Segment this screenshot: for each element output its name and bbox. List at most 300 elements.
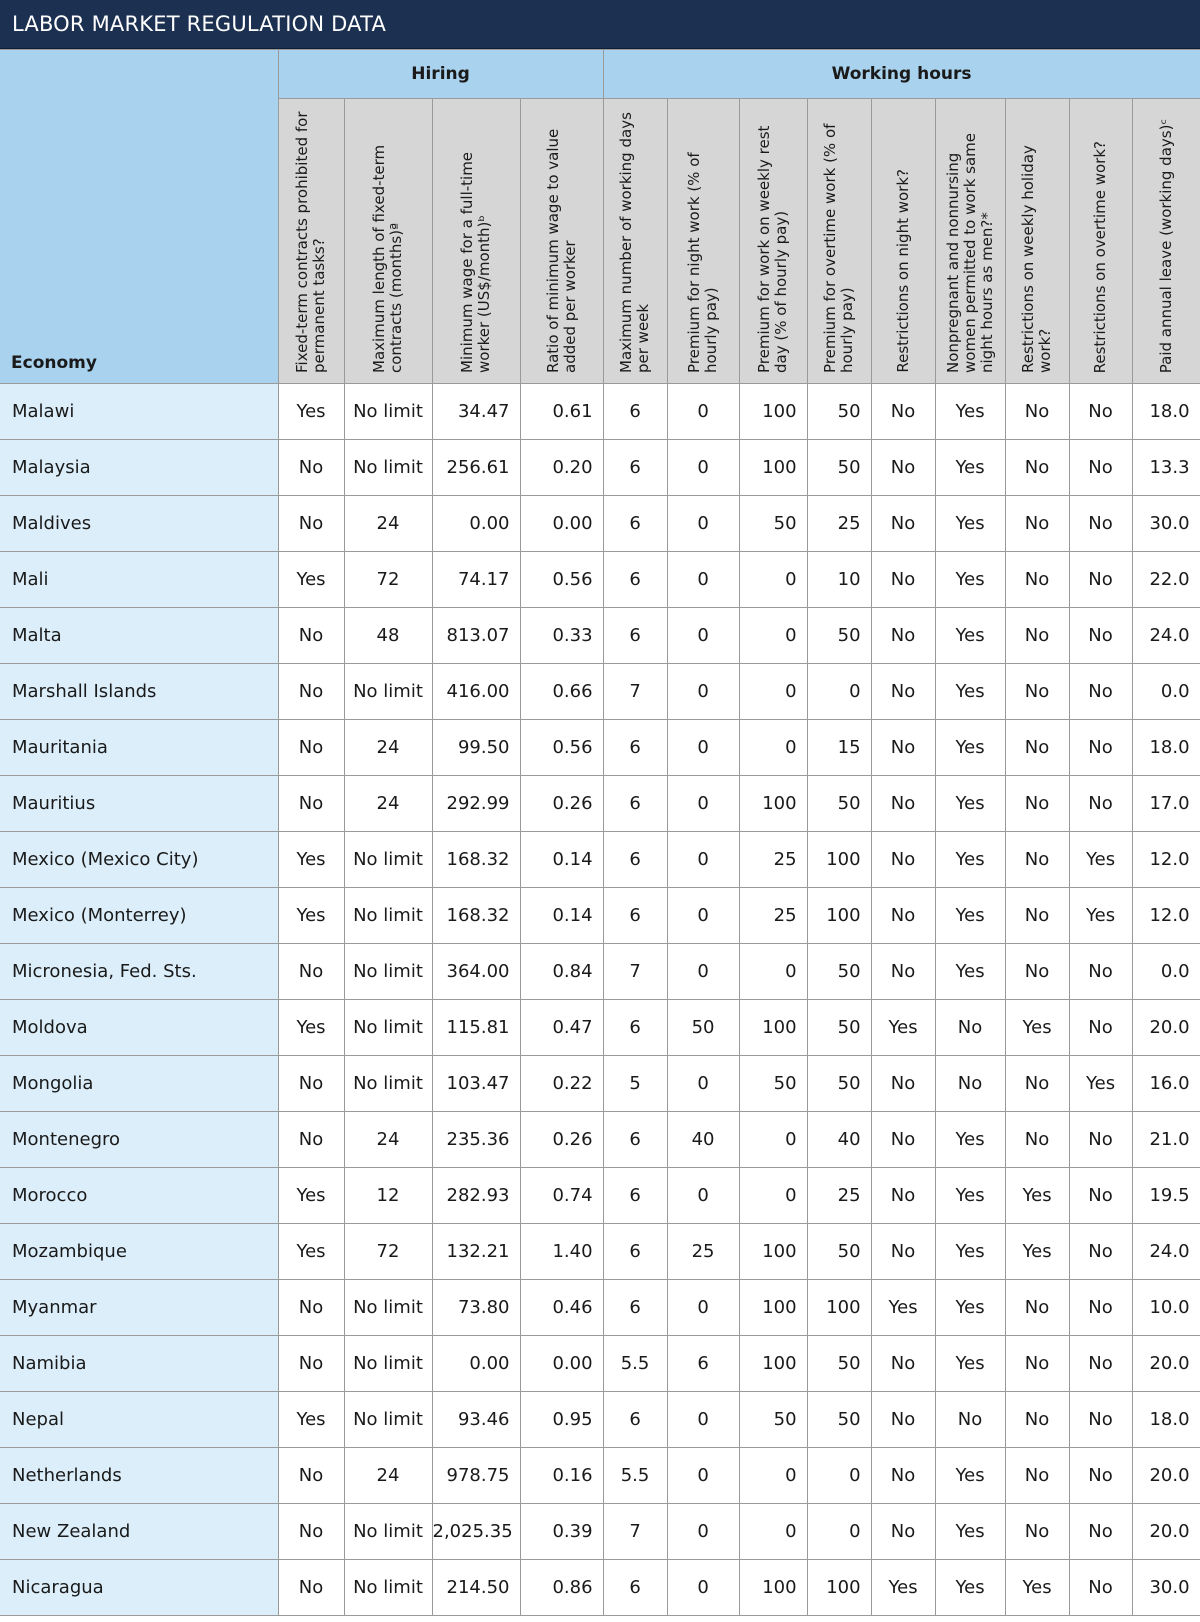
data-cell: 5.5 <box>603 1448 667 1504</box>
table-row <box>0 384 1200 440</box>
data-cell: 0 <box>667 720 739 776</box>
data-cell: 21.0 <box>1132 1112 1200 1168</box>
data-cell: 168.32 <box>432 888 520 944</box>
data-cell: No limit <box>344 832 432 888</box>
data-cell: No <box>278 1280 344 1336</box>
data-cell: 0.0 <box>1132 944 1200 1000</box>
data-cell: No <box>1005 664 1069 720</box>
data-cell: No <box>935 1000 1005 1056</box>
data-cell: 235.36 <box>432 1112 520 1168</box>
data-cell: 0 <box>667 1392 739 1448</box>
data-cell: No <box>1069 776 1132 832</box>
data-cell: No <box>1069 1112 1132 1168</box>
data-cell: 100 <box>739 1560 807 1616</box>
column-header <box>871 99 935 384</box>
data-cell: Yes <box>1005 1224 1069 1280</box>
data-cell: Yes <box>935 1560 1005 1616</box>
column-header-label: Premium for work on weekly rest day (% of hourly pay) <box>755 125 791 373</box>
data-cell: No <box>1069 440 1132 496</box>
data-cell: 30.0 <box>1132 1560 1200 1616</box>
data-cell: 6 <box>603 608 667 664</box>
data-cell: 100 <box>807 832 871 888</box>
data-cell: 0 <box>667 1056 739 1112</box>
column-header <box>1005 99 1069 384</box>
column-header <box>739 99 807 384</box>
data-cell: No <box>871 1448 935 1504</box>
data-cell: No <box>1005 1280 1069 1336</box>
economy-cell: Namibia <box>0 1336 278 1392</box>
data-cell: 72 <box>344 1224 432 1280</box>
data-cell: No <box>278 440 344 496</box>
data-cell: No <box>278 1448 344 1504</box>
data-cell: 20.0 <box>1132 1000 1200 1056</box>
group-header-working-hours: Working hours <box>603 50 1200 99</box>
data-cell: No <box>1069 384 1132 440</box>
data-cell: 10 <box>807 552 871 608</box>
data-cell: No <box>1069 1560 1132 1616</box>
column-header-label: Minimum wage for a full-time worker (US$/month)ᵇ <box>458 151 493 373</box>
data-cell: 6 <box>603 1392 667 1448</box>
economy-cell: Montenegro <box>0 1112 278 1168</box>
data-cell: 0.00 <box>432 496 520 552</box>
table-row <box>0 1280 1200 1336</box>
data-cell: 6 <box>603 1112 667 1168</box>
table-row <box>0 1056 1200 1112</box>
data-cell: 0.26 <box>520 776 603 832</box>
data-cell: Yes <box>278 1224 344 1280</box>
data-cell: No <box>278 944 344 1000</box>
table-row <box>0 1336 1200 1392</box>
data-cell: 0 <box>667 496 739 552</box>
economy-cell: New Zealand <box>0 1504 278 1560</box>
data-cell: 168.32 <box>432 832 520 888</box>
table-row <box>0 1224 1200 1280</box>
data-cell: 100 <box>739 776 807 832</box>
data-cell: No <box>1005 384 1069 440</box>
data-cell: 0.47 <box>520 1000 603 1056</box>
data-cell: 100 <box>739 440 807 496</box>
table-row <box>0 552 1200 608</box>
data-cell: 12 <box>344 1168 432 1224</box>
economy-cell: Mozambique <box>0 1224 278 1280</box>
data-cell: 6 <box>603 384 667 440</box>
table-row <box>0 496 1200 552</box>
data-cell: Yes <box>935 776 1005 832</box>
data-cell: Yes <box>935 1112 1005 1168</box>
economy-cell: Myanmar <box>0 1280 278 1336</box>
column-header <box>667 99 739 384</box>
economy-cell: Malaysia <box>0 440 278 496</box>
data-cell: 0.14 <box>520 888 603 944</box>
data-cell: 0.39 <box>520 1504 603 1560</box>
data-cell: No <box>871 664 935 720</box>
economy-cell: Nepal <box>0 1392 278 1448</box>
data-cell: No <box>1005 1504 1069 1560</box>
data-cell: 256.61 <box>432 440 520 496</box>
data-cell: No <box>871 1392 935 1448</box>
data-cell: 6 <box>603 552 667 608</box>
data-cell: No <box>1005 832 1069 888</box>
data-cell: 50 <box>807 1000 871 1056</box>
table-row <box>0 608 1200 664</box>
data-cell: 17.0 <box>1132 776 1200 832</box>
data-cell: 0.20 <box>520 440 603 496</box>
data-cell: 0.61 <box>520 384 603 440</box>
column-header <box>807 99 871 384</box>
data-cell: No limit <box>344 1336 432 1392</box>
data-cell: 5.5 <box>603 1336 667 1392</box>
data-cell: 0.00 <box>520 1336 603 1392</box>
data-cell: Yes <box>278 1392 344 1448</box>
data-cell: 0.00 <box>520 496 603 552</box>
economy-cell: Moldova <box>0 1000 278 1056</box>
column-header <box>278 99 344 384</box>
data-cell: No limit <box>344 1056 432 1112</box>
data-cell: No <box>278 1112 344 1168</box>
table-row <box>0 1112 1200 1168</box>
table-row <box>0 888 1200 944</box>
data-cell: 50 <box>807 608 871 664</box>
data-cell: No limit <box>344 1280 432 1336</box>
data-cell: Yes <box>935 720 1005 776</box>
column-header-label: Paid annual leave (working days)ᶜ <box>1156 118 1175 373</box>
page-title: LABOR MARKET REGULATION DATA <box>0 0 1200 49</box>
data-cell: No limit <box>344 944 432 1000</box>
data-cell: 0 <box>667 776 739 832</box>
data-cell: Yes <box>935 1224 1005 1280</box>
data-cell: 0 <box>667 1448 739 1504</box>
data-cell: 100 <box>739 1000 807 1056</box>
data-cell: 6 <box>603 1224 667 1280</box>
data-cell: No <box>1069 720 1132 776</box>
data-cell: No <box>278 664 344 720</box>
column-header-label: Fixed-term contracts prohibited for permanent tasks? <box>293 111 328 373</box>
data-cell: 50 <box>807 384 871 440</box>
data-cell: 0.16 <box>520 1448 603 1504</box>
data-cell: 6 <box>603 832 667 888</box>
data-cell: No <box>935 1056 1005 1112</box>
data-cell: 100 <box>807 888 871 944</box>
data-cell: 0 <box>667 664 739 720</box>
data-cell: 0 <box>667 1504 739 1560</box>
data-cell: 16.0 <box>1132 1056 1200 1112</box>
data-cell: 0 <box>667 888 739 944</box>
data-cell: 0.56 <box>520 720 603 776</box>
data-cell: 6 <box>603 1560 667 1616</box>
data-cell: Yes <box>935 608 1005 664</box>
data-cell: No <box>1005 1056 1069 1112</box>
data-cell: 0 <box>739 944 807 1000</box>
data-cell: No <box>871 720 935 776</box>
data-cell: No <box>1005 496 1069 552</box>
data-cell: No <box>871 1336 935 1392</box>
data-cell: 0 <box>739 552 807 608</box>
column-header-label: Ratio of minimum wage to value added per worker <box>543 128 579 373</box>
column-header <box>432 99 520 384</box>
economy-cell: Marshall Islands <box>0 664 278 720</box>
economy-cell: Mali <box>0 552 278 608</box>
data-cell: No <box>1005 720 1069 776</box>
data-cell: No <box>1005 1392 1069 1448</box>
data-cell: No <box>278 496 344 552</box>
table-row <box>0 1000 1200 1056</box>
data-cell: 6 <box>603 1168 667 1224</box>
data-cell: No <box>871 552 935 608</box>
data-cell: 0.26 <box>520 1112 603 1168</box>
data-cell: No <box>1069 496 1132 552</box>
data-cell: 6 <box>603 1000 667 1056</box>
data-cell: 0 <box>739 1448 807 1504</box>
data-cell: 50 <box>807 1056 871 1112</box>
data-cell: 100 <box>807 1560 871 1616</box>
column-header-label: Restrictions on night work? <box>893 169 912 373</box>
data-cell: 0 <box>807 664 871 720</box>
economy-cell: Micronesia, Fed. Sts. <box>0 944 278 1000</box>
data-cell: No limit <box>344 440 432 496</box>
column-header <box>520 99 603 384</box>
data-cell: 15 <box>807 720 871 776</box>
data-cell: 6 <box>603 776 667 832</box>
economy-cell: Mexico (Monterrey) <box>0 888 278 944</box>
data-cell: No <box>278 1504 344 1560</box>
data-cell: No <box>871 1224 935 1280</box>
data-cell: 50 <box>807 776 871 832</box>
data-cell: No <box>871 496 935 552</box>
data-cell: 100 <box>739 1336 807 1392</box>
economy-cell: Netherlands <box>0 1448 278 1504</box>
column-header-label: Maximum length of fixed-term contracts (months)ª <box>370 144 405 373</box>
data-cell: 0 <box>667 832 739 888</box>
column-header-label: Premium for night work (% of hourly pay) <box>685 152 721 373</box>
data-cell: No <box>1005 1448 1069 1504</box>
data-cell: No <box>871 1112 935 1168</box>
data-cell: 22.0 <box>1132 552 1200 608</box>
table-row <box>0 832 1200 888</box>
data-cell: No <box>871 944 935 1000</box>
data-cell: No <box>871 1504 935 1560</box>
data-cell: 7 <box>603 944 667 1000</box>
data-cell: 0 <box>667 944 739 1000</box>
economy-cell: Malawi <box>0 384 278 440</box>
data-cell: No <box>871 608 935 664</box>
economy-cell: Maldives <box>0 496 278 552</box>
column-header-label: Maximum number of working days per week <box>617 112 653 373</box>
table-row <box>0 1448 1200 1504</box>
data-cell: 6 <box>603 496 667 552</box>
data-cell: 6 <box>603 440 667 496</box>
data-cell: No <box>1005 552 1069 608</box>
economy-cell: Mexico (Mexico City) <box>0 832 278 888</box>
data-cell: 0 <box>667 608 739 664</box>
data-cell: No <box>1069 1000 1132 1056</box>
data-cell: No <box>871 1168 935 1224</box>
data-cell: 0 <box>739 1504 807 1560</box>
table-row <box>0 1392 1200 1448</box>
data-cell: 364.00 <box>432 944 520 1000</box>
data-cell: No <box>871 1056 935 1112</box>
column-header-label: Restrictions on weekly holiday work? <box>1019 145 1055 373</box>
data-cell: Yes <box>278 888 344 944</box>
data-cell: Yes <box>935 1280 1005 1336</box>
data-cell: 18.0 <box>1132 720 1200 776</box>
column-header <box>344 99 432 384</box>
data-cell: 20.0 <box>1132 1336 1200 1392</box>
data-cell: Yes <box>935 1336 1005 1392</box>
data-cell: 50 <box>807 1336 871 1392</box>
data-cell: 10.0 <box>1132 1280 1200 1336</box>
data-cell: No limit <box>344 384 432 440</box>
data-cell: No <box>1069 1224 1132 1280</box>
data-cell: No <box>278 720 344 776</box>
data-cell: No <box>1069 1168 1132 1224</box>
data-cell: 0.22 <box>520 1056 603 1112</box>
data-cell: 50 <box>739 1392 807 1448</box>
data-cell: 6 <box>603 888 667 944</box>
data-cell: Yes <box>1069 888 1132 944</box>
data-cell: No limit <box>344 1560 432 1616</box>
data-cell: Yes <box>935 384 1005 440</box>
data-cell: 5 <box>603 1056 667 1112</box>
data-cell: 48 <box>344 608 432 664</box>
data-cell: 0 <box>739 1112 807 1168</box>
data-cell: No limit <box>344 1504 432 1560</box>
data-cell: Yes <box>935 888 1005 944</box>
economy-cell: Mauritius <box>0 776 278 832</box>
data-cell: Yes <box>871 1000 935 1056</box>
data-cell: 20.0 <box>1132 1504 1200 1560</box>
data-cell: 50 <box>807 944 871 1000</box>
data-cell: Yes <box>935 440 1005 496</box>
data-cell: 100 <box>807 1280 871 1336</box>
data-cell: No <box>1005 944 1069 1000</box>
data-cell: 24 <box>344 496 432 552</box>
data-cell: No <box>871 440 935 496</box>
column-header-label: Restrictions on overtime work? <box>1091 140 1110 373</box>
data-cell: No <box>1005 776 1069 832</box>
data-cell: Yes <box>278 384 344 440</box>
data-cell: No limit <box>344 888 432 944</box>
table-row <box>0 1504 1200 1560</box>
data-cell: 292.99 <box>432 776 520 832</box>
economy-cell: Malta <box>0 608 278 664</box>
data-cell: 0.56 <box>520 552 603 608</box>
table-row <box>0 1560 1200 1616</box>
data-cell: 0 <box>667 384 739 440</box>
data-cell: 25 <box>739 888 807 944</box>
data-cell: 24 <box>344 1448 432 1504</box>
data-cell: 50 <box>807 1224 871 1280</box>
economy-cell: Mauritania <box>0 720 278 776</box>
data-cell: 115.81 <box>432 1000 520 1056</box>
data-cell: No limit <box>344 1000 432 1056</box>
data-cell: 73.80 <box>432 1280 520 1336</box>
data-cell: Yes <box>278 832 344 888</box>
data-cell: Yes <box>871 1280 935 1336</box>
data-cell: 40 <box>667 1112 739 1168</box>
table-row <box>0 1168 1200 1224</box>
data-cell: No <box>1069 944 1132 1000</box>
data-cell: No <box>1069 608 1132 664</box>
data-cell: 72 <box>344 552 432 608</box>
economy-cell: Nicaragua <box>0 1560 278 1616</box>
data-cell: 0 <box>739 720 807 776</box>
data-cell: Yes <box>1069 832 1132 888</box>
data-cell: Yes <box>935 944 1005 1000</box>
economy-cell: Morocco <box>0 1168 278 1224</box>
data-cell: 0.86 <box>520 1560 603 1616</box>
data-cell: Yes <box>935 1504 1005 1560</box>
data-cell: 24 <box>344 776 432 832</box>
data-cell: No <box>871 776 935 832</box>
data-cell: 0.46 <box>520 1280 603 1336</box>
data-cell: Yes <box>1005 1000 1069 1056</box>
data-cell: 25 <box>739 832 807 888</box>
data-cell: 6 <box>603 720 667 776</box>
data-cell: 50 <box>739 1056 807 1112</box>
data-cell: Yes <box>1005 1168 1069 1224</box>
table-row <box>0 944 1200 1000</box>
data-cell: 0 <box>667 552 739 608</box>
data-cell: Yes <box>935 832 1005 888</box>
data-cell: 0.0 <box>1132 664 1200 720</box>
data-cell: 813.07 <box>432 608 520 664</box>
data-cell: No <box>1069 1280 1132 1336</box>
data-cell: 50 <box>667 1000 739 1056</box>
data-cell: No <box>1069 664 1132 720</box>
data-cell: No <box>1005 440 1069 496</box>
data-cell: No <box>278 608 344 664</box>
data-cell: 25 <box>807 496 871 552</box>
data-cell: No <box>871 832 935 888</box>
data-cell: No <box>278 1560 344 1616</box>
column-header-label: Premium for overtime work (% of hourly pay) <box>821 123 857 373</box>
data-cell: No <box>871 888 935 944</box>
data-cell: Yes <box>935 552 1005 608</box>
data-cell: 50 <box>807 1392 871 1448</box>
data-cell: 24 <box>344 720 432 776</box>
data-cell: 100 <box>739 1280 807 1336</box>
column-header <box>1132 99 1200 384</box>
column-header <box>603 99 667 384</box>
data-cell: 0.95 <box>520 1392 603 1448</box>
data-cell: Yes <box>278 1168 344 1224</box>
data-cell: 0 <box>739 608 807 664</box>
data-cell: 0.66 <box>520 664 603 720</box>
economy-column-header: Economy <box>0 50 278 384</box>
table-row <box>0 720 1200 776</box>
data-cell: 214.50 <box>432 1560 520 1616</box>
data-cell: 132.21 <box>432 1224 520 1280</box>
data-cell: No limit <box>344 664 432 720</box>
economy-cell: Mongolia <box>0 1056 278 1112</box>
data-cell: 6 <box>667 1336 739 1392</box>
data-cell: 0 <box>739 1168 807 1224</box>
data-cell: 0 <box>667 1560 739 1616</box>
data-cell: No <box>1069 1336 1132 1392</box>
data-cell: 25 <box>667 1224 739 1280</box>
data-cell: No <box>1005 608 1069 664</box>
data-cell: No <box>1005 888 1069 944</box>
data-cell: Yes <box>935 1168 1005 1224</box>
data-cell: 50 <box>807 440 871 496</box>
data-cell: No <box>1069 1448 1132 1504</box>
data-cell: No <box>278 1056 344 1112</box>
data-cell: 30.0 <box>1132 496 1200 552</box>
data-cell: 0 <box>807 1448 871 1504</box>
data-cell: 100 <box>739 1224 807 1280</box>
data-cell: No <box>278 1336 344 1392</box>
data-cell: 24 <box>344 1112 432 1168</box>
